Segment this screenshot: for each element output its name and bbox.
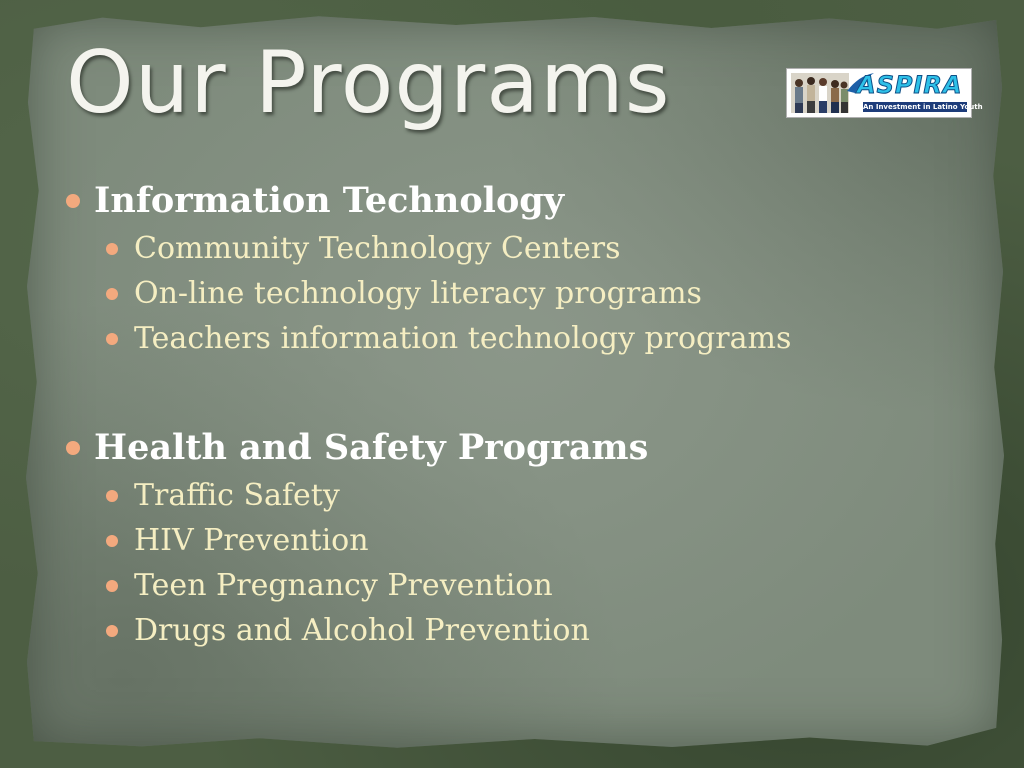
section-spacer: [64, 361, 964, 423]
round-bullet-icon: [66, 441, 80, 455]
list-item-text: Teen Pregnancy Prevention: [134, 568, 553, 603]
section-heading: [64, 423, 964, 473]
section-heading: [64, 176, 964, 226]
list-item-text: Teachers information technology programs: [134, 321, 792, 356]
sub-list-wrapper: [64, 226, 964, 361]
list-item: [104, 518, 964, 563]
list-item-text: HIV Prevention: [134, 523, 369, 558]
list-item-text: On-line technology literacy programs: [134, 276, 702, 311]
round-bullet-icon: [106, 625, 118, 637]
section-information-technology: [64, 176, 964, 361]
round-bullet-icon: [106, 535, 118, 547]
round-bullet-icon: [106, 580, 118, 592]
section-health-and-safety: [64, 423, 964, 653]
slide-content: [64, 176, 964, 653]
round-bullet-icon: [106, 288, 118, 300]
list-item-text: Traffic Safety: [134, 478, 340, 513]
logo-wordmark: ASPIRA: [857, 71, 963, 99]
list-item: [104, 271, 964, 316]
round-bullet-icon: [106, 243, 118, 255]
round-bullet-icon: [106, 333, 118, 345]
sub-list: [64, 226, 964, 361]
logo-tagline: An Investment in Latino Youth: [863, 103, 983, 111]
list-item: [104, 316, 964, 361]
people-group-icon: [791, 73, 849, 113]
list-item: [104, 473, 964, 518]
list-item-text: Community Technology Centers: [134, 231, 621, 266]
section-heading-text: Health and Safety Programs: [94, 427, 649, 468]
round-bullet-icon: [106, 490, 118, 502]
slide-title: Our Programs: [66, 33, 671, 133]
sub-list: [64, 473, 964, 653]
list-item-text: Drugs and Alcohol Prevention: [134, 613, 590, 648]
list-item: [104, 563, 964, 608]
sub-list-wrapper: [64, 473, 964, 653]
list-item: [104, 226, 964, 271]
aspira-logo: [786, 68, 983, 118]
round-bullet-icon: [66, 194, 80, 208]
section-heading-text: Information Technology: [94, 180, 565, 221]
list-item: [104, 608, 964, 653]
